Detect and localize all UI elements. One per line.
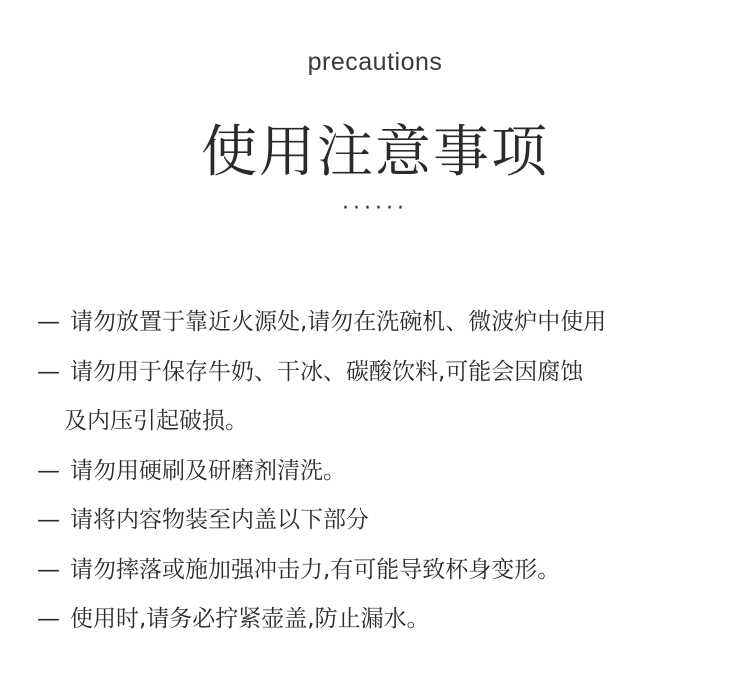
list-item <box>37 348 737 447</box>
precautions-list <box>37 298 737 645</box>
decorative-dots: ······ <box>342 196 408 221</box>
dash-bullet: — <box>37 457 60 484</box>
list-item <box>37 546 737 596</box>
page-subtitle: precautions <box>307 48 443 76</box>
list-item-text: 请勿放置于靠近火源处,请勿在洗碗机、微波炉中使用 <box>70 309 607 335</box>
list-item <box>37 447 737 497</box>
list-item-continuation: 及内压引起破损。 <box>64 408 248 434</box>
dash-bullet: — <box>37 556 60 583</box>
dash-bullet: — <box>37 507 60 533</box>
dash-bullet: — <box>37 358 60 385</box>
list-item-text: 请勿用于保存牛奶、干冰、碳酸饮料,可能会因腐蚀 <box>70 358 584 385</box>
list-item-text: 使用时,请务必拧紧壶盖,防止漏水。 <box>70 606 430 632</box>
list-item <box>37 496 737 546</box>
list-item <box>37 298 737 348</box>
dash-bullet: — <box>37 309 60 335</box>
dash-bullet: — <box>37 606 60 632</box>
list-item-text: 请勿用硬刷及研磨剂清洗。 <box>70 457 346 484</box>
list-item-text: 请将内容物装至内盖以下部分 <box>70 507 369 533</box>
page-title: 使用注意事项 <box>201 120 549 185</box>
list-item-text: 请勿摔落或施加强冲击力,有可能导致杯身变形。 <box>70 556 561 583</box>
list-item <box>37 595 737 645</box>
